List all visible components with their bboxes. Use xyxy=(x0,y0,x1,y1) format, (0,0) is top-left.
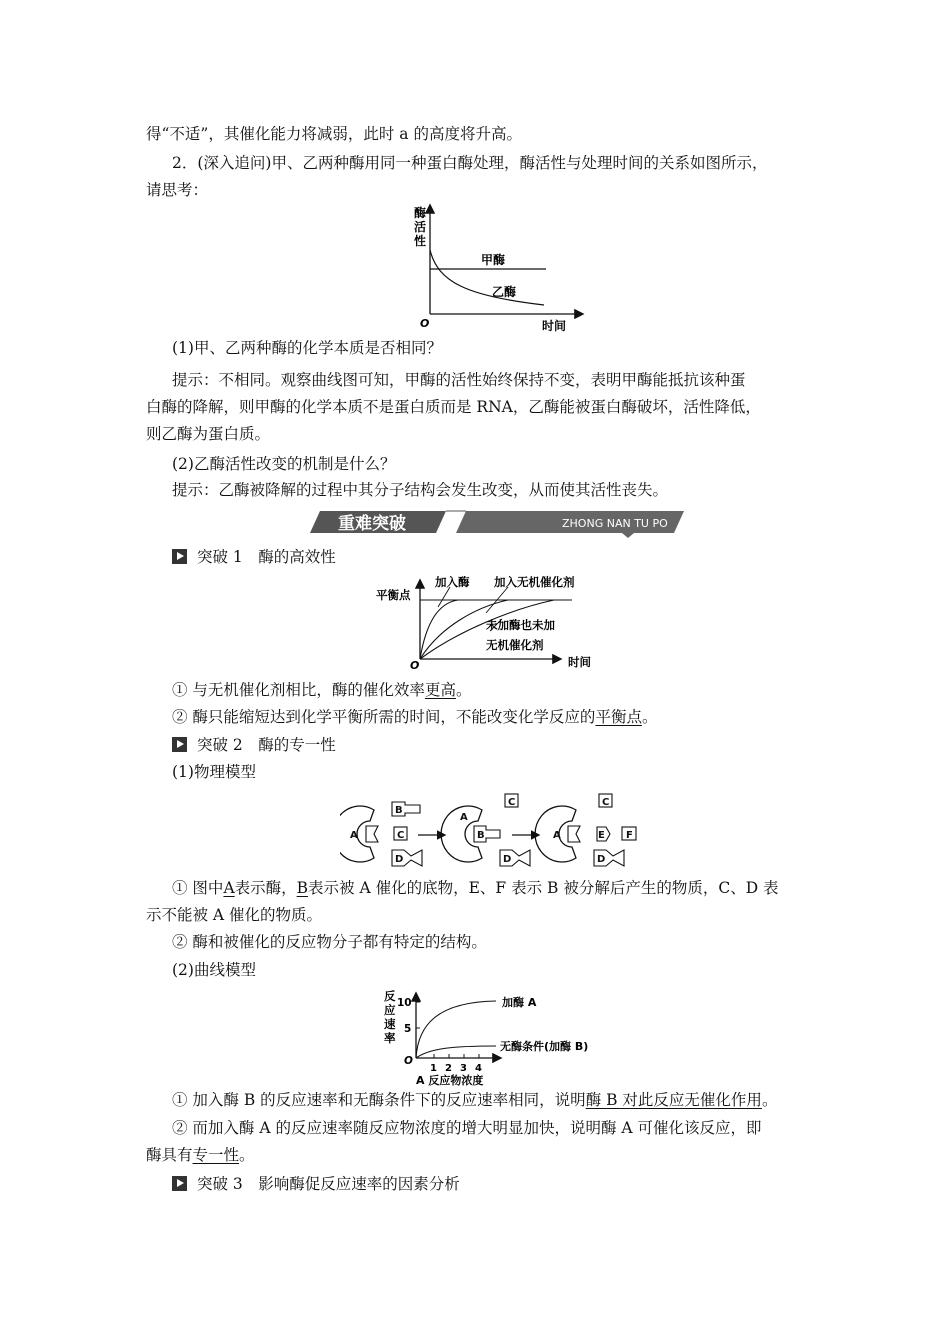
fig1-origin: O xyxy=(420,317,430,330)
answer-higher: 更高 xyxy=(424,681,456,699)
banner-pinyin: ZHONG NAN TU PO xyxy=(562,517,668,530)
svg-text:D: D xyxy=(503,854,512,865)
curve-no-enzyme xyxy=(416,1046,496,1058)
fig4-ylabel-4: 率 xyxy=(384,1031,396,1045)
fig1-xlabel: 时间 xyxy=(542,319,567,333)
section-banner xyxy=(300,508,686,538)
paragraph-continued: 得“不适”，其催化能力将减弱，此时 a 的高度将升高。 xyxy=(146,125,522,143)
figure-reaction-rate xyxy=(378,988,618,1086)
figure-lock-key-model xyxy=(340,790,650,870)
svg-text:F: F xyxy=(626,830,633,841)
hint-2: 提示：乙酶被降解的过程中其分子结构会发生改变，从而使其活性丧失。 xyxy=(172,481,669,499)
question-2-line1: 2．(深入追问)甲、乙两种酶用同一种蛋白酶处理，酶活性与处理时间的关系如图所示， xyxy=(172,154,768,172)
question-2-2: (2)乙酶活性改变的机制是什么？ xyxy=(172,455,396,473)
svg-text:C: C xyxy=(508,797,516,808)
series-yi-label: 乙酶 xyxy=(492,285,517,299)
fig4-xtick-2: 2 xyxy=(445,1063,452,1074)
label-none-1: 未加酶也未加 xyxy=(486,618,555,632)
figure-enzyme-activity-time xyxy=(408,200,588,335)
svg-text:E: E xyxy=(598,830,605,841)
banner-title: 重难突破 xyxy=(338,514,406,534)
label-none-2: 无机催化剂 xyxy=(486,638,544,652)
question-2-line2: 请思考： xyxy=(146,181,209,199)
fig4-ytick-10: 10 xyxy=(397,997,412,1009)
breakthrough-3-label: 突破 3 影响酶促反应速率的因素分析 xyxy=(197,1175,460,1193)
fig4-xtick-3: 3 xyxy=(460,1063,467,1074)
fig2-xlabel: 时间 xyxy=(568,655,591,669)
breakthrough-1-point-2: ② 酶只能缩短达到化学平衡所需的时间，不能改变化学反应的平衡点。 xyxy=(172,708,658,726)
fig1-ylabel-2: 活 xyxy=(414,220,427,234)
svg-text:C: C xyxy=(397,830,405,841)
curve-model-heading: (2)曲线模型 xyxy=(172,961,256,979)
fig4-ytick-5: 5 xyxy=(404,1023,412,1035)
series-jia-label: 甲酶 xyxy=(481,253,506,267)
fig4-ylabel-1: 反 xyxy=(384,989,396,1003)
curve-enzyme-a xyxy=(416,1001,496,1058)
fig1-ylabel-3: 性 xyxy=(414,234,427,248)
fig4-xlabel: A 反应物浓度 xyxy=(416,1074,484,1086)
fig2-origin: O xyxy=(410,659,420,671)
fig4-xtick-4: 4 xyxy=(475,1063,482,1074)
breakthrough-1-title xyxy=(172,547,336,567)
svg-text:B: B xyxy=(477,830,485,841)
svg-text:A: A xyxy=(460,812,468,823)
fig4-origin: O xyxy=(404,1055,413,1067)
breakthrough-2-label: 突破 2 酶的专一性 xyxy=(197,736,336,754)
breakthrough-2-title xyxy=(172,735,336,755)
fig4-ylabel-2: 应 xyxy=(384,1003,396,1017)
play-icon xyxy=(172,549,187,564)
physical-model-point-1b: 示不能被 A 催化的物质。 xyxy=(146,906,323,924)
svg-text:A: A xyxy=(553,830,561,841)
hint-1-line3: 则乙酶为蛋白质。 xyxy=(146,425,271,443)
figure-equilibrium xyxy=(376,573,616,671)
physical-model-point-2: ② 酶和被催化的反应物分子都有特定的结构。 xyxy=(172,933,487,951)
label-enzyme: 加入酶 xyxy=(435,575,470,589)
curve-model-point-2-line2: 酶具有专一性。 xyxy=(146,1146,255,1164)
play-icon xyxy=(172,737,187,752)
play-icon xyxy=(172,1176,187,1191)
series-enzyme-a-label: 加酶 A xyxy=(502,996,537,1009)
answer-equilibrium: 平衡点 xyxy=(595,708,642,726)
question-2-1: (1)甲、乙两种酶的化学本质是否相同？ xyxy=(172,339,442,357)
svg-text:A: A xyxy=(350,830,358,841)
label-inorganic: 加入无机催化剂 xyxy=(494,575,575,589)
curve-model-point-1: ① 加入酶 B 的反应速率和无酶条件下的反应速率相同，说明酶 B 对此反应无催化作用。 xyxy=(172,1091,778,1109)
answer-no-catalysis: 酶 B 对此反应无催化作用 xyxy=(585,1091,762,1109)
answer-specificity: 专一性 xyxy=(192,1146,240,1164)
fig2-ylabel: 平衡点 xyxy=(376,588,411,602)
series-no-enzyme-label: 无酶条件(加酶 B) xyxy=(500,1040,589,1053)
breakthrough-3-title xyxy=(172,1174,460,1194)
hint-1-line1: 提示：不相同。观察曲线图可知，甲酶的活性始终保持不变，表明甲酶能抵抗该种蛋 xyxy=(172,371,746,389)
breakthrough-1-label: 突破 1 酶的高效性 xyxy=(197,548,336,566)
fig4-ylabel-3: 速 xyxy=(384,1017,396,1031)
physical-model-heading: (1)物理模型 xyxy=(172,763,256,781)
svg-text:C: C xyxy=(602,797,610,808)
svg-text:D: D xyxy=(597,854,606,865)
svg-text:B: B xyxy=(395,805,403,816)
svg-text:D: D xyxy=(395,854,404,865)
fig4-xtick-1: 1 xyxy=(430,1063,437,1074)
breakthrough-1-point-1: ① 与无机催化剂相比，酶的催化效率更高。 xyxy=(172,681,472,699)
physical-model-point-1a: ① 图中A表示酶，B表示被 A 催化的底物，E、F 表示 B 被分解后产生的物质，C、D 表 xyxy=(172,879,779,897)
fig1-ylabel-1: 酶 xyxy=(414,206,427,220)
hint-1-line2: 白酶的降解，则甲酶的化学本质不是蛋白质而是 RNA，乙酶能被蛋白酶破坏，活性降低， xyxy=(146,398,761,416)
curve-model-point-2-line1: ② 而加入酶 A 的反应速率随反应物浓度的增大明显加快，说明酶 A 可催化该反应，即 xyxy=(172,1119,762,1137)
